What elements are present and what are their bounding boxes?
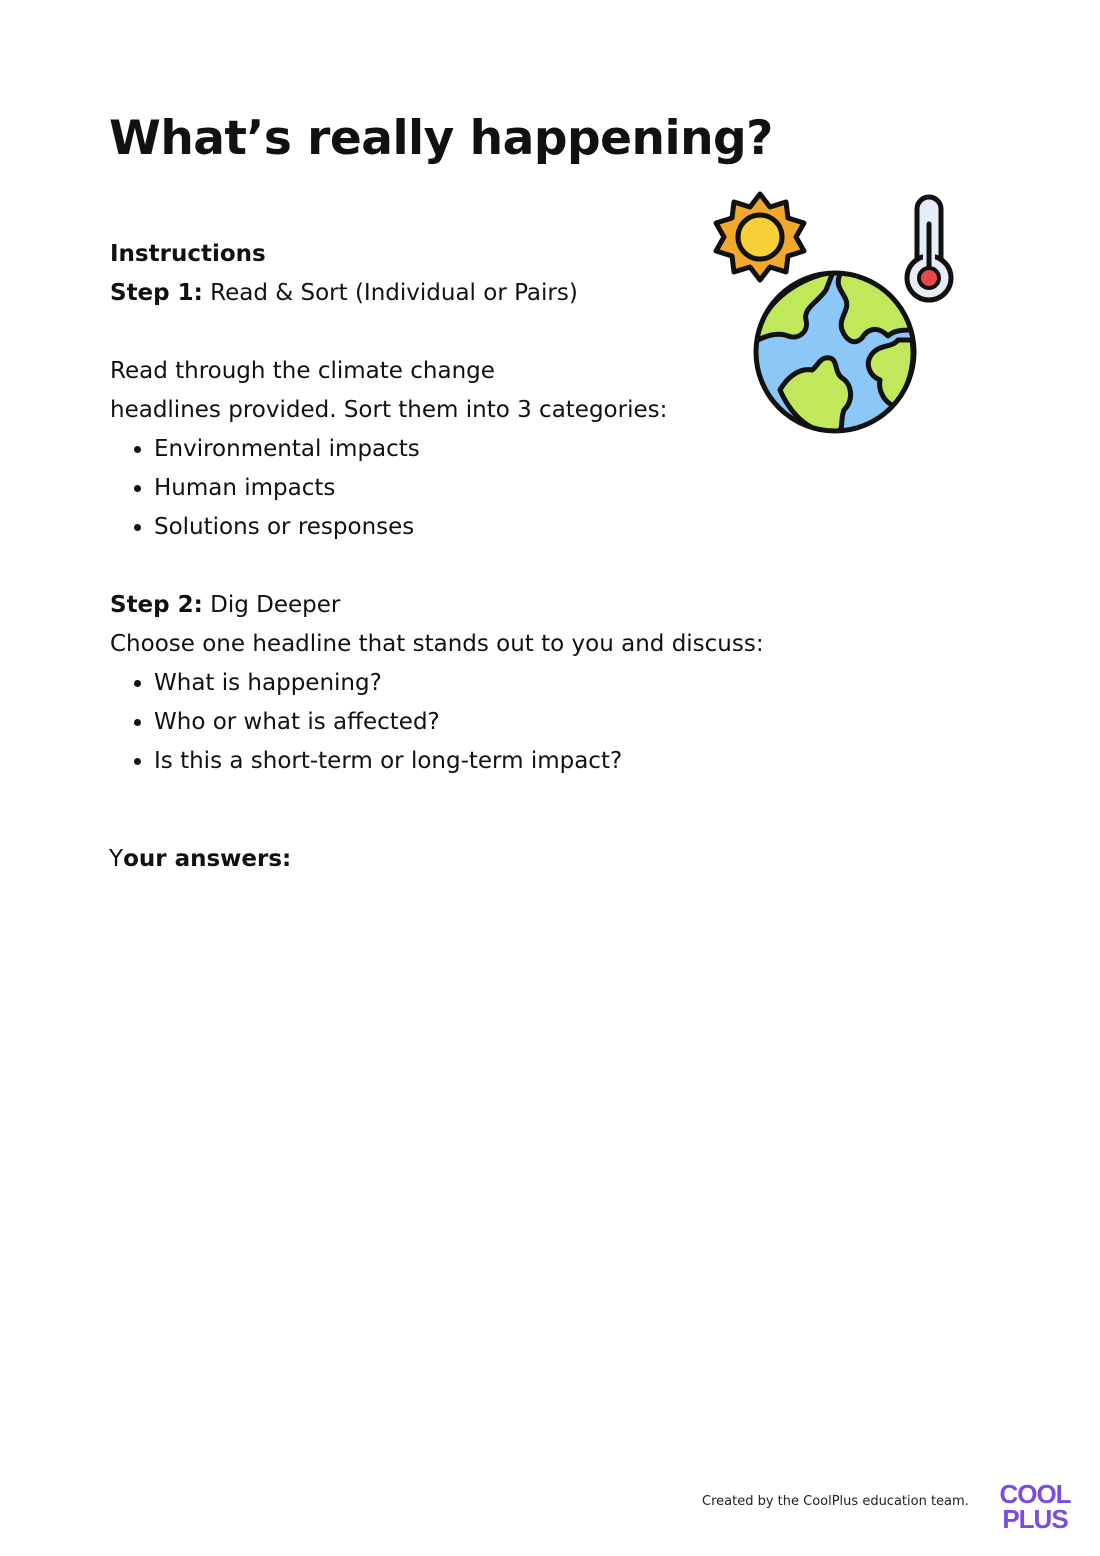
coolplus-logo: [994, 1478, 1076, 1532]
step1-intro-line1: Read through the climate change: [110, 358, 495, 384]
list-item: • Environmental impacts: [154, 430, 870, 469]
list-item: • Who or what is affected?: [154, 703, 870, 742]
answers-label-text: our answers:: [123, 846, 292, 872]
logo-line2: PLUS: [1002, 1504, 1068, 1532]
step2-label: Step 2:: [110, 592, 203, 618]
logo-line1: COOL: [999, 1479, 1071, 1509]
step2-title: Dig Deeper: [202, 592, 341, 618]
climate-illustration: [708, 190, 964, 440]
list-item: • Is this a short-term or long-term impact?: [154, 742, 870, 781]
page-title: What’s really happening?: [109, 111, 773, 166]
step2-intro: Choose one headline that stands out to you and discuss:: [110, 631, 764, 657]
step1-title: Read & Sort (Individual or Pairs): [202, 280, 578, 306]
instructions-heading: Instructions: [110, 241, 266, 267]
step1-intro-line2: headlines provided. Sort them into 3 categories:: [110, 397, 668, 423]
thermometer-icon: [907, 197, 951, 300]
list-item: • Solutions or responses: [154, 508, 870, 547]
answers-label: [109, 840, 291, 879]
spacer: [110, 547, 870, 586]
answers-prefix: Y: [109, 846, 124, 872]
step2-heading: [110, 586, 870, 625]
category-list: [110, 430, 870, 547]
sun-icon: [716, 194, 804, 280]
question-list: [110, 664, 870, 781]
step1-label: Step 1:: [110, 280, 203, 306]
footer-credit: Created by the CoolPlus education team.: [702, 1494, 969, 1509]
list-item: • Human impacts: [154, 469, 870, 508]
earth-globe-icon: [756, 272, 914, 433]
list-item: • What is happening?: [154, 664, 870, 703]
